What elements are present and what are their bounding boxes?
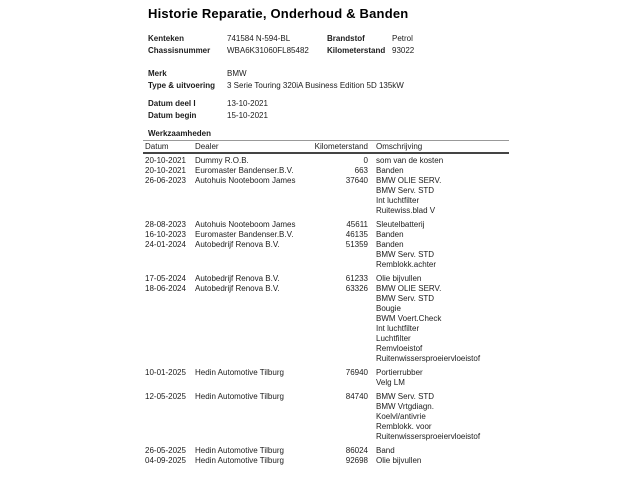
omschrijving-line: BMW OLIE SERV.	[376, 283, 442, 293]
row-dealer: Euromaster Bandenser.B.V.	[195, 229, 294, 239]
info-group-dates	[148, 98, 509, 121]
table-row	[143, 240, 509, 270]
table-row	[143, 176, 509, 216]
row-dealer: Hedin Automotive Tilburg	[195, 445, 284, 455]
table-row	[143, 284, 509, 364]
omschrijving-line: Remvloeistof	[376, 343, 423, 353]
row-dealer: Euromaster Bandenser.B.V.	[195, 165, 294, 175]
table-row	[143, 156, 509, 166]
omschrijving-line: Remblokk. voor	[376, 421, 432, 431]
omschrijving-line: Banden	[376, 239, 404, 249]
table-row	[143, 368, 509, 388]
omschrijving-line: Ruitewiss.blad V	[376, 205, 436, 215]
datum-begin-value: 15-10-2021	[227, 110, 268, 120]
row-omschrijving	[368, 446, 509, 456]
omschrijving-line: Ruitenwissersproeiervloeistof	[376, 353, 481, 363]
row-datum: 04-09-2025	[145, 455, 186, 465]
report-page	[143, 0, 509, 466]
kenteken-value: 741584 N-594-BL	[227, 34, 291, 43]
row-datum: 26-05-2025	[145, 445, 186, 455]
info-row	[148, 45, 509, 57]
type-uitvoering-label: Type & uitvoering	[148, 80, 215, 90]
row-kilometerstand: 76940	[345, 367, 368, 377]
brandstof-label: Brandstof	[327, 34, 365, 43]
table-row	[143, 230, 509, 240]
omschrijving-line: Banden	[376, 165, 404, 175]
row-kilometerstand: 86024	[345, 445, 368, 455]
vehicle-info	[143, 33, 509, 121]
werkzaamheden-heading: Werkzaamheden	[148, 129, 211, 138]
row-omschrijving	[368, 240, 509, 270]
werkzaamheden-rows	[143, 154, 509, 466]
omschrijving-line: Banden	[376, 229, 404, 239]
table-header-kilometerstand: Kilometerstand	[314, 141, 368, 151]
row-omschrijving	[368, 166, 509, 176]
table-row	[143, 446, 509, 456]
info-group-vehicle	[148, 68, 509, 91]
row-omschrijving	[368, 230, 509, 240]
row-dealer: Autobedrijf Renova B.V.	[195, 283, 280, 293]
table-header-omschrijving: Omschrijving	[376, 141, 423, 151]
werkzaamheden-table	[143, 140, 509, 466]
omschrijving-line: Ruitenwissersproeiervloeistof	[376, 431, 481, 441]
row-omschrijving	[368, 220, 509, 230]
info-row	[148, 98, 509, 110]
row-datum: 20-10-2021	[145, 165, 186, 175]
omschrijving-line: BWM Voert.Check	[376, 313, 442, 323]
merk-value: BMW	[227, 69, 247, 78]
table-row	[143, 166, 509, 176]
omschrijving-line: Luchtfilter	[376, 333, 411, 343]
table-row	[143, 392, 509, 442]
row-kilometerstand: 663	[354, 165, 368, 175]
chassisnummer-label: Chassisnummer	[148, 45, 211, 55]
row-omschrijving	[368, 368, 509, 388]
table-row	[143, 220, 509, 230]
omschrijving-line: BMW Serv. STD	[376, 185, 435, 195]
row-datum: 28-08-2023	[145, 219, 186, 229]
row-datum: 12-05-2025	[145, 391, 186, 401]
info-row	[148, 68, 509, 80]
omschrijving-line: Olie bijvullen	[376, 273, 422, 283]
row-datum: 10-01-2025	[145, 367, 186, 377]
row-omschrijving	[368, 274, 509, 284]
row-kilometerstand: 63326	[345, 283, 368, 293]
omschrijving-line: BMW Serv. STD	[376, 391, 435, 401]
omschrijving-line: BMW Serv. STD	[376, 293, 435, 303]
row-omschrijving	[368, 284, 509, 364]
omschrijving-line: Koelvl/antivrie	[376, 411, 426, 421]
row-kilometerstand: 45611	[346, 219, 368, 229]
omschrijving-line: Int luchtfilter	[376, 195, 420, 205]
info-row	[148, 110, 509, 122]
row-datum: 18-06-2024	[145, 283, 186, 293]
row-kilometerstand: 37640	[345, 175, 368, 185]
row-omschrijving	[368, 392, 509, 442]
page-title: Historie Reparatie, Onderhoud & Banden	[148, 6, 409, 21]
datum-begin-label: Datum begin	[148, 110, 197, 120]
omschrijving-line: Bougie	[376, 303, 401, 313]
omschrijving-line: Velg LM	[376, 377, 405, 387]
row-datum: 26-06-2023	[145, 175, 186, 185]
row-datum: 20-10-2021	[145, 155, 186, 165]
row-dealer: Autohuis Nooteboom James	[195, 175, 296, 185]
row-kilometerstand: 61233	[345, 273, 368, 283]
omschrijving-line: Olie bijvullen	[376, 455, 422, 465]
row-kilometerstand: 0	[363, 155, 368, 165]
datum-deel-1-value: 13-10-2021	[227, 99, 268, 108]
row-dealer: Hedin Automotive Tilburg	[195, 455, 284, 465]
row-omschrijving	[368, 156, 509, 166]
omschrijving-line: som van de kosten	[376, 155, 444, 165]
omschrijving-line: Sleutelbatterij	[376, 219, 425, 229]
row-dealer: Hedin Automotive Tilburg	[195, 367, 284, 377]
omschrijving-line: BMW Serv. STD	[376, 249, 435, 259]
table-row	[143, 456, 509, 466]
row-kilometerstand: 51359	[345, 239, 368, 249]
row-omschrijving	[368, 456, 509, 466]
row-datum: 17-05-2024	[145, 273, 186, 283]
row-kilometerstand: 84740	[345, 391, 368, 401]
omschrijving-line: Int luchtfilter	[376, 323, 420, 333]
kenteken-label: Kenteken	[148, 34, 185, 43]
brandstof-value: Petrol	[392, 34, 413, 43]
kilometerstand-label: Kilometerstand	[327, 45, 386, 55]
row-omschrijving	[368, 176, 509, 216]
row-kilometerstand: 92698	[345, 455, 368, 465]
omschrijving-line: BMW OLIE SERV.	[376, 175, 442, 185]
info-row	[148, 80, 509, 92]
table-header-dealer: Dealer	[195, 141, 219, 151]
omschrijving-line: BMW Vrtgdiagn.	[376, 401, 434, 411]
row-dealer: Autohuis Nooteboom James	[195, 219, 296, 229]
table-header-datum: Datum	[145, 141, 169, 151]
table-row	[143, 274, 509, 284]
row-datum: 24-01-2024	[145, 239, 186, 249]
kilometerstand-value: 93022	[392, 45, 415, 55]
row-dealer: Autobedrijf Renova B.V.	[195, 273, 280, 283]
chassisnummer-value: WBA6K31060FL85482	[227, 45, 309, 55]
omschrijving-line: Remblokk.achter	[376, 259, 437, 269]
datum-deel-1-label: Datum deel I	[148, 99, 196, 108]
omschrijving-line: Portierrubber	[376, 367, 423, 377]
type-uitvoering-value: 3 Serie Touring 320iA Business Edition 5D 135kW	[227, 80, 404, 90]
row-dealer: Autobedrijf Renova B.V.	[195, 239, 280, 249]
info-row	[148, 33, 509, 45]
row-datum: 16-10-2023	[145, 229, 186, 239]
merk-label: Merk	[148, 69, 167, 78]
omschrijving-line: Band	[376, 445, 395, 455]
row-dealer: Dummy R.O.B.	[195, 155, 249, 165]
table-header-row	[143, 141, 509, 154]
row-kilometerstand: 46135	[345, 229, 368, 239]
row-dealer: Hedin Automotive Tilburg	[195, 391, 284, 401]
info-group-registration	[148, 33, 509, 56]
